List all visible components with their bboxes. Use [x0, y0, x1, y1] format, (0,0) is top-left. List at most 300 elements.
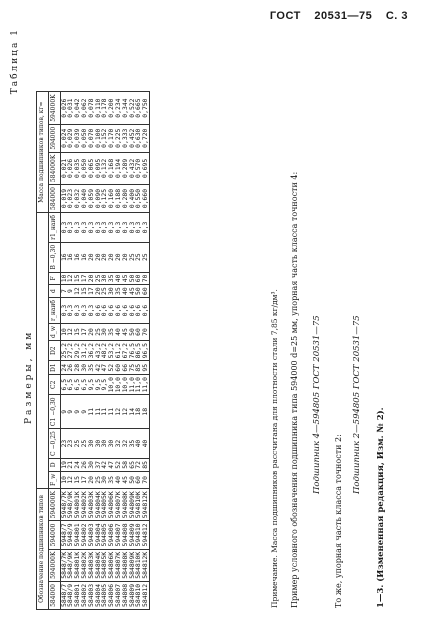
table-cell: 50 [127, 476, 136, 484]
table-cell: 5948/7K [59, 491, 68, 519]
table-cell: 0,095 [93, 158, 102, 178]
table-cell: 584809K [127, 551, 136, 579]
table-cell: 0,432 [127, 158, 136, 178]
table-cell: 11 [100, 407, 109, 416]
table-cell: 0,6 [120, 304, 129, 317]
table-cell: 0,344 [120, 98, 129, 118]
table-cell: 17 [79, 476, 88, 484]
table-cell: 15 [73, 328, 82, 336]
table-cell: 0,225 [113, 128, 122, 148]
table-cell: 76,5 [127, 343, 136, 359]
table-cell: 0,040 [79, 188, 88, 209]
table-cell: 0,050 [79, 128, 88, 148]
table-cell: 37 [93, 461, 102, 469]
table-cell: 0,3 [141, 221, 150, 234]
table-cell: 0,031 [66, 98, 75, 118]
table-cell: 25 [127, 253, 136, 262]
table-cell: 10 [59, 328, 68, 336]
table-cell: 0,6 [141, 304, 150, 317]
table-cell: 24 [73, 461, 82, 469]
table-cell: 6,5 [73, 378, 82, 391]
table-cell: 95 [141, 363, 150, 372]
table-cell: 0,6 [93, 304, 102, 317]
table-column [60, 361, 149, 375]
table-cell: 594809 [127, 523, 136, 547]
table-cell: 40 [113, 274, 122, 283]
table-cell: 594804 [93, 523, 102, 547]
table-cell: 594801K [73, 491, 82, 519]
table-cell: 0,3 [134, 221, 143, 234]
table-cell: 594808K [120, 491, 129, 519]
table-cell: 5848/7K [59, 551, 68, 579]
table-cell: 42 [93, 363, 102, 372]
table-cell: 584810 [134, 583, 143, 607]
table-cell: 48,2 [100, 343, 109, 359]
table-column [60, 272, 149, 285]
table-column [60, 285, 149, 298]
table-cell: 5948/9K [66, 491, 75, 519]
table-cell: 0,125 [100, 188, 109, 209]
table-cell: 0,750 [141, 98, 150, 118]
table-cell: 12 [120, 407, 129, 416]
table-cell: 60 [134, 274, 143, 283]
table-cell: 26 [66, 363, 75, 372]
table-cell: 594812 [141, 523, 150, 547]
column-header-row [48, 92, 60, 610]
table-cell: 594807 [113, 523, 122, 547]
column-header: 584000 [48, 581, 60, 609]
table-cell: 30 [100, 476, 109, 484]
table-cell: 10,0 [113, 377, 122, 393]
table-cell: 25 [93, 274, 102, 283]
table-cell: 584804 [93, 583, 102, 607]
table-cell: 20 [86, 476, 95, 484]
table-cell: 25 [93, 476, 102, 484]
table-cell: 594808 [120, 523, 129, 547]
table-cell: 584812 [141, 583, 150, 607]
table-cell: 40 [120, 287, 129, 295]
table-cell: 594804K [93, 491, 102, 519]
table-cell: 70 [141, 476, 150, 484]
table-cell: 16 [79, 253, 88, 262]
table-cell: 584807 [113, 583, 122, 607]
table-cell: 0,3 [59, 221, 68, 234]
column-header: F [48, 272, 60, 285]
table-cell: 5848/9 [66, 583, 75, 607]
table-cell: 0,550 [134, 188, 143, 209]
table-cell: 30 [100, 274, 109, 283]
table-cell: 0,160 [107, 188, 116, 209]
table-cell: 11,0 [141, 377, 150, 393]
table-cell: 9 [79, 409, 88, 414]
table-cell: 31,2 [79, 343, 88, 359]
column-header: 584000 [48, 185, 60, 213]
table-cell: 584812K [141, 551, 150, 579]
table-cell: 28 [73, 363, 82, 372]
table-cell: 50 [127, 274, 136, 283]
table-cell: 14 [127, 407, 136, 416]
table-data-row [60, 92, 149, 610]
table-cell: 0,630 [134, 128, 143, 148]
table-cell: 5948/9 [66, 523, 75, 547]
table-cell: 7 [59, 289, 68, 294]
table-cell: 85 [134, 363, 143, 372]
table-cell: 0,029 [66, 128, 75, 148]
table-cell: 40 [134, 439, 143, 448]
table-column [60, 92, 149, 124]
table-cell: 60 [113, 363, 122, 372]
table-cell: 60 [134, 476, 143, 484]
column-header: 594000 [48, 521, 60, 549]
table-cell: 45 [120, 476, 129, 484]
table-cell: 60 [134, 328, 143, 336]
table-cell: 15 [73, 274, 82, 283]
table-cell: 0,042 [73, 98, 82, 118]
table-cell: 20 [86, 274, 95, 283]
table-cell: 17 [79, 274, 88, 283]
table-column [60, 581, 149, 609]
same-text: То же, упорная часть класса точности 2: [334, 434, 343, 608]
table-cell: 12 [66, 274, 75, 283]
table-cell: 0,3 [73, 304, 82, 317]
table-cell: 0,3 [59, 304, 68, 317]
table-cell: 10,0 [120, 377, 129, 393]
header-number: 20531—75 [314, 10, 373, 22]
table-cell: 25 [141, 253, 150, 262]
table-cell: 52 [107, 363, 116, 372]
table-column [60, 459, 149, 472]
table-column [60, 212, 149, 242]
table-column [60, 549, 149, 581]
table-cell: 20 [93, 253, 102, 262]
table-cell: 0,660 [141, 188, 150, 209]
footnote: 1—3. (Измененная редакция, Изм. № 2). [376, 407, 386, 608]
table-cell: 53,2 [107, 343, 116, 359]
table-cell: 0,019 [59, 188, 68, 209]
table-cell: 0,070 [86, 128, 95, 148]
table-cell: 25 [100, 287, 109, 295]
table-cell: 0,452 [127, 128, 136, 148]
example-text: Пример условного обозначения подшипника типа 594000 d=25 мм, упорная часть класса точности 4: [290, 171, 299, 608]
table-cell: 0,3 [127, 221, 136, 234]
column-header: r1_наиб [48, 212, 60, 242]
table-cell: 19 [59, 461, 68, 469]
table-cell: 35 [107, 328, 116, 336]
table-cell: 5848/9K [66, 551, 75, 579]
table-cell: 65 [127, 461, 136, 469]
table-cell: 584802 [79, 583, 88, 607]
table-cell: 30 [100, 328, 109, 336]
column-header: C2 [48, 375, 60, 395]
table-cell: 25 [73, 439, 82, 448]
table-cell: 32 [113, 439, 122, 448]
table-cell: 9 [66, 289, 75, 294]
table-cell: 30 [93, 439, 102, 448]
group-mass-header: Масса подшипников типов, кг≈ [37, 92, 49, 213]
column-header: d [48, 285, 60, 298]
table-cell: 30 [86, 439, 95, 448]
same-formula: Подшипник 2—594805 ГОСТ 20531—75 [352, 315, 362, 494]
table-cell: 18 [141, 407, 150, 416]
table-column [60, 489, 149, 521]
table-cell: 30 [100, 439, 109, 448]
table-cell: 0,3 [79, 304, 88, 317]
table-cell: 0,280 [120, 188, 129, 209]
table-cell: 0,289 [120, 158, 129, 178]
table-cell: 45 [120, 328, 129, 336]
table-cell: 0,400 [127, 188, 136, 209]
table-cell: 594802 [79, 523, 88, 547]
table-cell: 30 [86, 461, 95, 469]
table-cell: 0,021 [59, 158, 68, 178]
table-cell: 0,090 [93, 188, 102, 209]
table-cell: 594806 [107, 523, 116, 547]
table-cell: 45 [120, 274, 129, 283]
table-cell: 18 [134, 407, 143, 416]
table-cell: 67,2 [120, 343, 129, 359]
table-cell: 0,032 [73, 188, 82, 209]
table-cell: 594805 [100, 523, 109, 547]
table-cell: 0,026 [59, 98, 68, 118]
table-cell: 0,026 [66, 158, 75, 178]
table-cell: 9,5 [100, 378, 109, 391]
table-column [60, 395, 149, 429]
table-cell: 17 [79, 328, 88, 336]
table-cell: 584801K [73, 551, 82, 579]
table-cell: 25 [93, 328, 102, 336]
column-header: 594000K [48, 92, 60, 124]
table-cell: 9,5 [93, 378, 102, 391]
table-cell: 0,3 [93, 221, 102, 234]
table-cell: 40 [141, 439, 150, 448]
table-cell: 10 [59, 274, 68, 283]
table-cell: 0,3 [120, 221, 129, 234]
table-cell: 584802K [79, 551, 88, 579]
table-cell: 9 [73, 409, 82, 414]
bearing-table [36, 91, 150, 610]
table-column [60, 152, 149, 184]
table-column [60, 521, 149, 549]
table-cell: 23 [66, 439, 75, 448]
table-cell: 15 [73, 476, 82, 484]
table-cell: 17 [86, 287, 95, 295]
table-cell: 21 [66, 461, 75, 469]
column-header: B −0,30 [48, 242, 60, 272]
table-cell: 0,168 [107, 158, 116, 178]
table-cell: 584803K [86, 551, 95, 579]
table-cell: 50 [127, 328, 136, 336]
table-cell: 25 [134, 253, 143, 262]
table-cell: 6,5 [79, 378, 88, 391]
column-header: C −0,25 [48, 429, 60, 459]
table-column [60, 324, 149, 341]
table-column [60, 297, 149, 323]
table-cell: 594802K [79, 491, 88, 519]
table-cell: 15 [79, 287, 88, 295]
table-cell: 11 [93, 407, 102, 416]
table-cell: 11,0 [134, 377, 143, 393]
table-cell: 584803 [86, 583, 95, 607]
table-column [60, 429, 149, 459]
table-cell: 20 [113, 253, 122, 262]
table-cell: 0,6 [127, 304, 136, 317]
table-cell: 12 [113, 407, 122, 416]
table-cell: 70 [141, 328, 150, 336]
table-cell: 6,5 [59, 378, 68, 391]
table-cell: 584805 [100, 583, 109, 607]
table-cell: 0,3 [86, 304, 95, 317]
table-cell: 0,194 [113, 158, 122, 178]
table-cell: 0,695 [141, 158, 150, 178]
table-cell: 584806K [107, 551, 116, 579]
table-cell: 0,6 [113, 304, 122, 317]
column-header: 584000K [48, 152, 60, 184]
table-cell: 24 [59, 363, 68, 372]
table-cell: 5848/7 [59, 583, 68, 607]
table-cell: 584807K [113, 551, 122, 579]
page-header [260, 10, 408, 22]
column-header: 594000K [48, 489, 60, 521]
table-cell: 0,050 [79, 158, 88, 178]
table-cell: 10 [59, 476, 68, 484]
table-cell: 70 [141, 274, 150, 283]
table-cell: 0,3 [107, 221, 116, 234]
table-column [60, 124, 149, 152]
table-cell: 16 [59, 253, 68, 262]
example-formula: Подшипник 4—594805 ГОСТ 20531—75 [312, 315, 322, 494]
table-cell: 594806K [107, 491, 116, 519]
table-cell: 58 [120, 461, 129, 469]
column-header: C1 −0,30 [48, 395, 60, 429]
table-cell: 11 [86, 407, 95, 416]
table-cell: 12 [66, 476, 75, 484]
table-cell: 86,5 [134, 343, 143, 359]
table-cell: 0,152 [100, 128, 109, 148]
table-cell: 43,2 [93, 343, 102, 359]
table-cell: 0,234 [113, 98, 122, 118]
table-cell: 584805K [100, 551, 109, 579]
table-cell: 0,665 [134, 98, 143, 118]
table-cell: 594801 [73, 523, 82, 547]
header-gost: ГОСТ [269, 10, 301, 22]
table-cell: 594807K [113, 491, 122, 519]
table-cell: 584801 [73, 583, 82, 607]
table-cell: 20 [120, 253, 129, 262]
table-cell: 25,2 [59, 343, 68, 359]
table-cell: 0,035 [73, 158, 82, 178]
table-cell: 26 [79, 461, 88, 469]
table-cell: 36,2 [86, 343, 95, 359]
table-cell: 20 [86, 328, 95, 336]
table-title: Таблица 1 [10, 28, 20, 95]
table-cell: 594810 [134, 523, 143, 547]
table-cell: 35 [86, 363, 95, 372]
table-cell: 10,0 [107, 377, 116, 393]
header-page: С. 3 [385, 10, 408, 22]
table-cell: 594805K [100, 491, 109, 519]
table-cell: 0,3 [73, 221, 82, 234]
table-cell: 50 [134, 287, 143, 295]
table-cell: 40 [113, 328, 122, 336]
table-cell: 25 [79, 439, 88, 448]
table-cell: 47 [100, 363, 109, 372]
table-cell: 47 [107, 461, 116, 469]
table-cell: 9,5 [86, 378, 95, 391]
rotated-page-body [8, 24, 408, 614]
column-header: 594000 [48, 124, 60, 152]
table-cell: 9 [59, 409, 68, 414]
table-cell: 0,178 [100, 98, 109, 118]
table-cell: 32 [120, 439, 129, 448]
table-column [60, 242, 149, 272]
table-cell: 0,170 [107, 128, 116, 148]
column-header: r_наиб [48, 297, 60, 323]
table-cell: 60 [141, 287, 150, 295]
table-cell: 96,5 [141, 343, 150, 359]
table-cell: 35 [107, 476, 116, 484]
table-column [60, 185, 149, 213]
sizes-title: Размеры, мм [24, 329, 34, 424]
table-cell: 52 [113, 461, 122, 469]
table-cell: 5948/7 [59, 523, 68, 547]
table-column [60, 375, 149, 395]
table-cell: 20 [100, 253, 109, 262]
table-cell: 0,100 [93, 128, 102, 148]
table-cell: 584810K [134, 551, 143, 579]
table-cell: 6,5 [66, 378, 75, 391]
table-cell: 20 [93, 287, 102, 295]
table-cell: 75 [127, 363, 136, 372]
table-cell: 0,200 [107, 98, 116, 118]
table-cell: 0,3 [66, 221, 75, 234]
table-cell: 0,078 [86, 98, 95, 118]
table-cell: 0,3 [86, 221, 95, 234]
table-cell: 12 [73, 287, 82, 295]
table-cell: 0,023 [66, 188, 75, 209]
table-cell: 594810K [134, 491, 143, 519]
table-cell: 584809 [127, 583, 136, 607]
table-cell: 42 [100, 461, 109, 469]
table-cell: 594803K [86, 491, 95, 519]
group-type-header: Обозначение подшипников типов [37, 489, 49, 610]
table-cell: 0,720 [141, 128, 150, 148]
table-cell: 30 [107, 287, 116, 295]
table-cell: 30 [107, 439, 116, 448]
table-column [60, 471, 149, 488]
table-cell: 11 [107, 407, 116, 416]
table-cell: 0,6 [107, 304, 116, 317]
table-cell: 0,3 [113, 221, 122, 234]
table-cell: 35 [107, 274, 116, 283]
table-cell: 61,2 [113, 343, 122, 359]
table-cell: 0,6 [134, 304, 143, 317]
table-cell: 16 [66, 253, 75, 262]
table-cell: 0,570 [134, 158, 143, 178]
table-cell: 0,522 [127, 98, 136, 118]
table-cell: 0,062 [79, 98, 88, 118]
table-cell: 0,024 [59, 128, 68, 148]
table-cell: 35 [127, 439, 136, 448]
table-cell: 0,059 [86, 188, 95, 209]
table-cell: 594812K [141, 491, 150, 519]
table-cell: 594803 [86, 523, 95, 547]
table-cell: 0,039 [73, 128, 82, 148]
table-cell: 27,2 [66, 343, 75, 359]
table-cell: 0,065 [86, 158, 95, 178]
table-cell: 584804K [93, 551, 102, 579]
table-cell: 0,3 [100, 221, 109, 234]
table-cell: 584808 [120, 583, 129, 607]
